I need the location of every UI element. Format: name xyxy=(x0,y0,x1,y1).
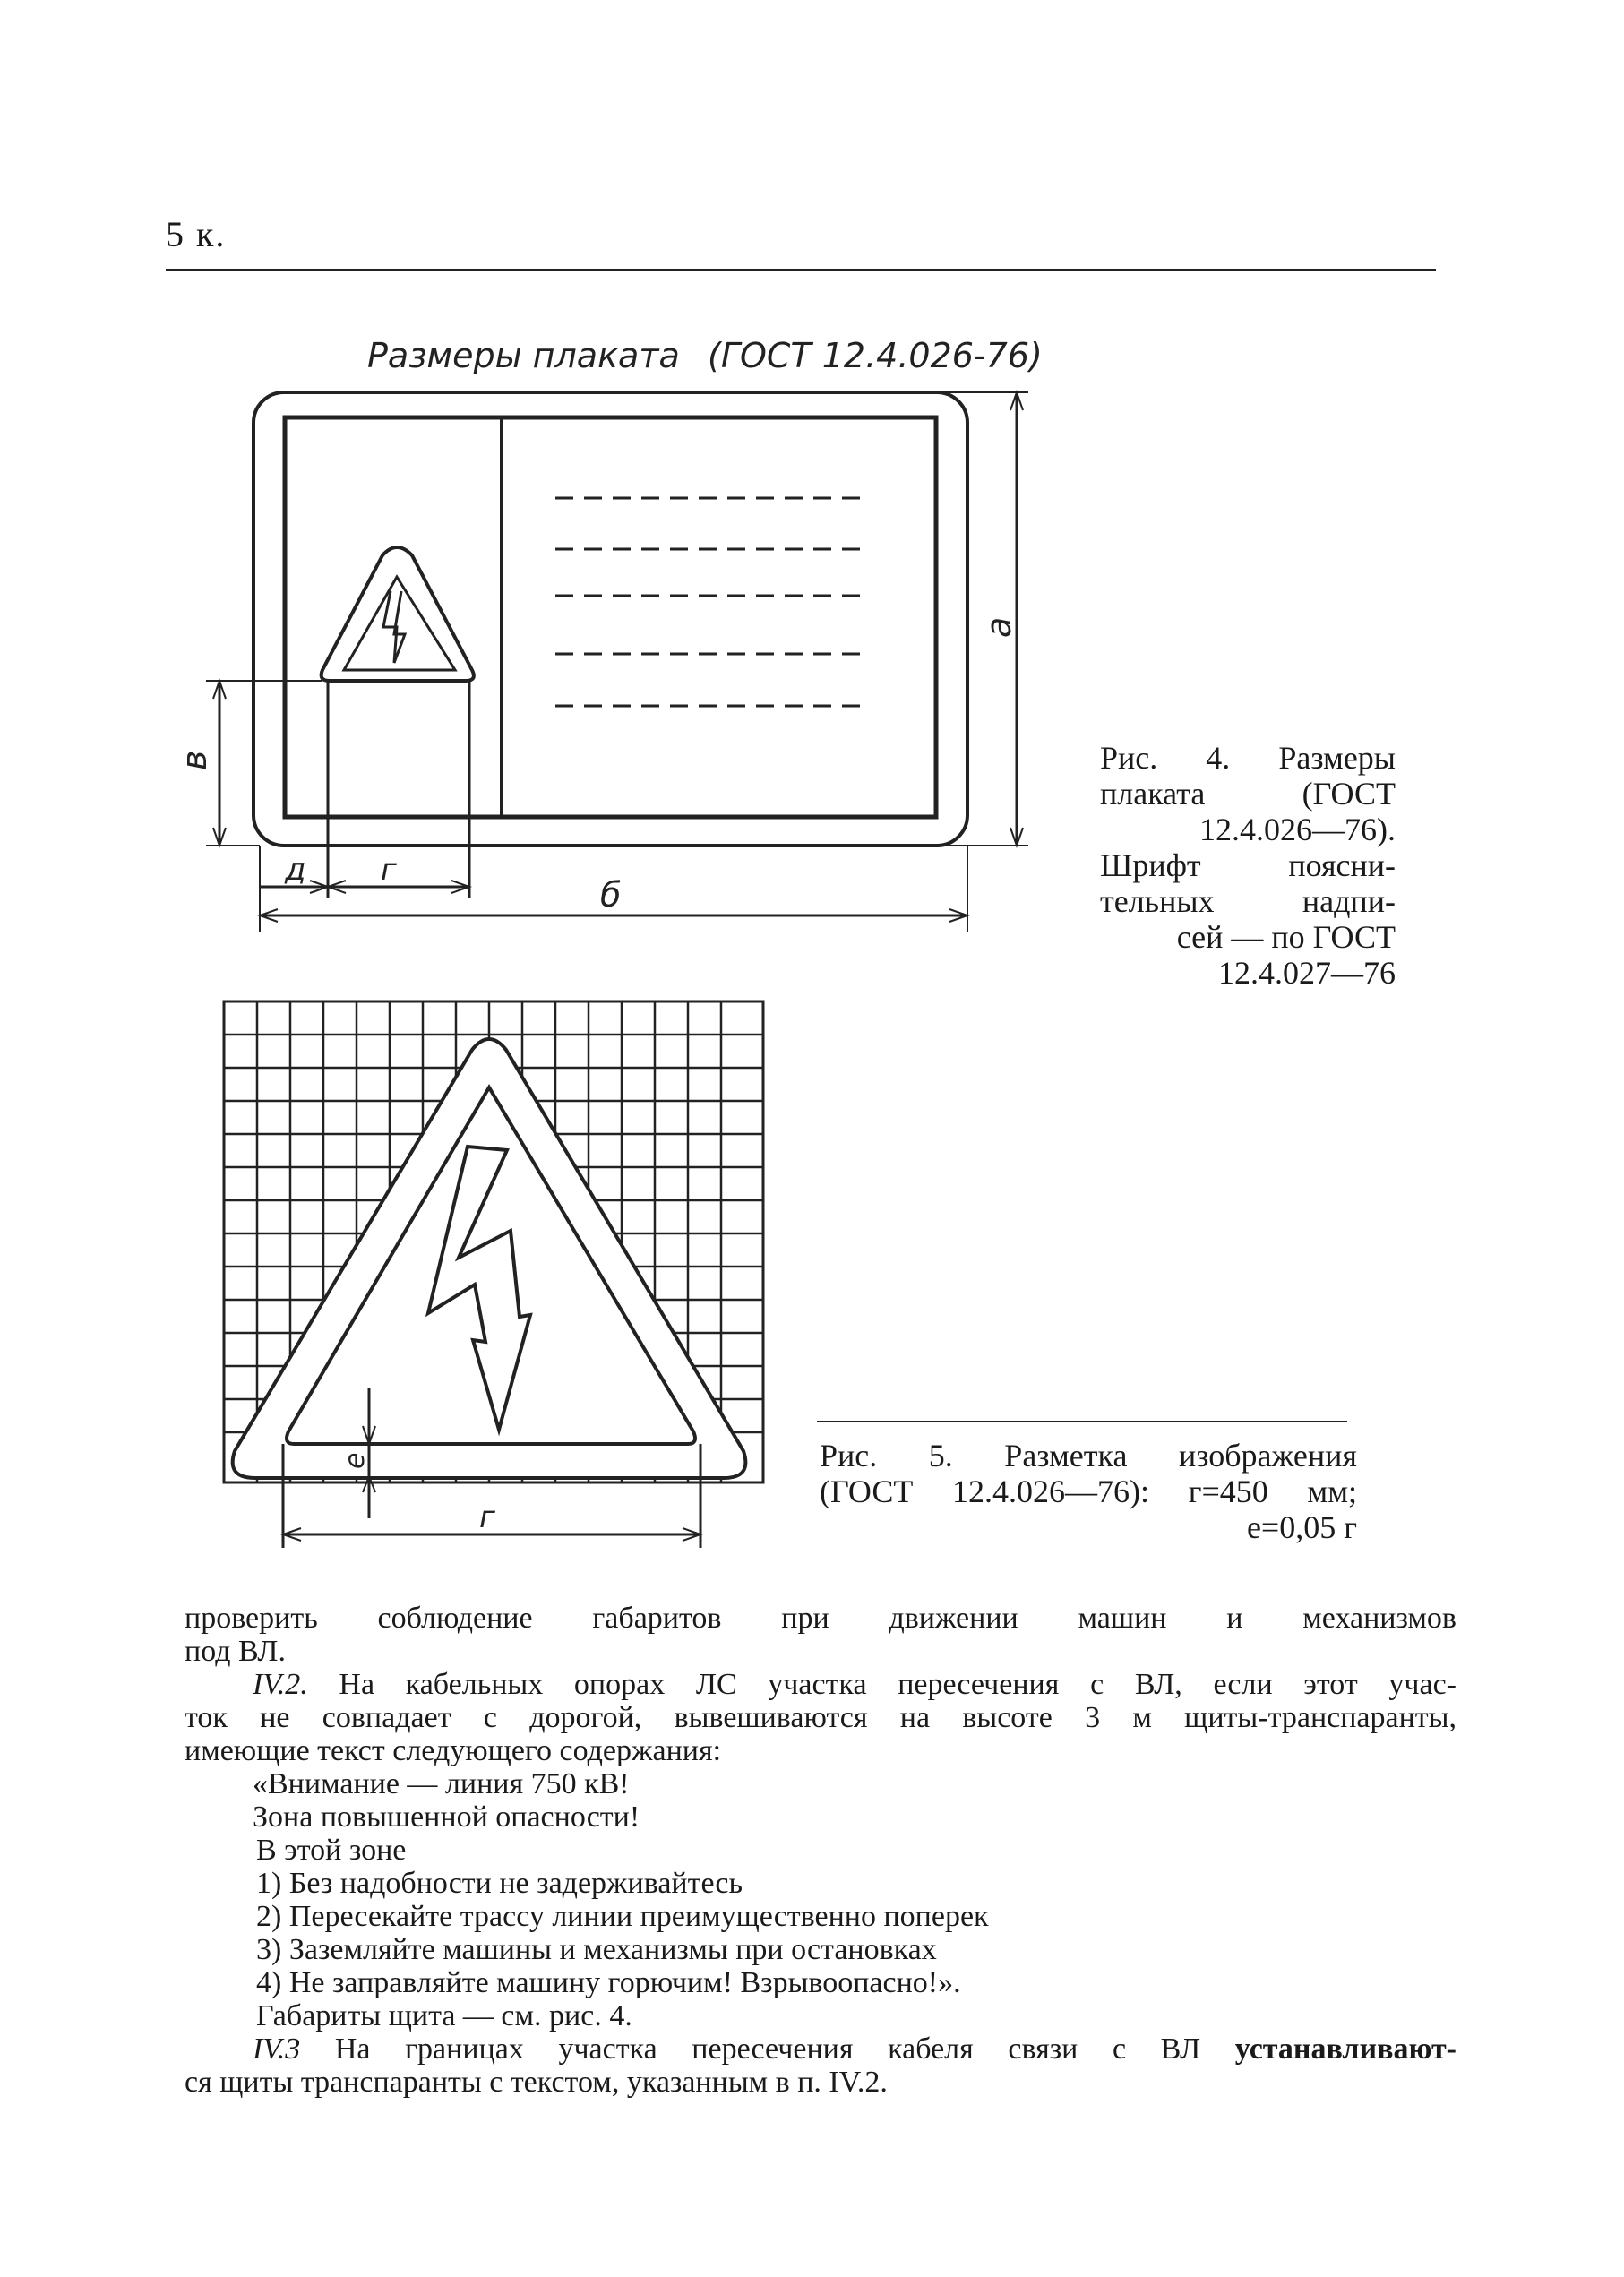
quote-line: 1) Без надобности не задерживайтесь xyxy=(256,1867,743,1900)
quote-line: «Внимание — линия 750 кВ! xyxy=(253,1767,630,1800)
body-bold-text: устанавливают- xyxy=(1234,2032,1456,2066)
section-label: IV.3 xyxy=(253,2032,301,2066)
fig5-caption-line: (ГОСТ 12.4.026—76): г=450 мм; xyxy=(820,1474,1357,1509)
fig4-caption-line: тельных надпи- xyxy=(1100,883,1396,919)
page-number: 5 к. xyxy=(166,214,227,254)
fig4-poster-outer-frame xyxy=(253,392,967,846)
fig4-caption-line: плаката (ГОСТ xyxy=(1100,776,1396,812)
fig4-handwritten-title: Размеры плаката xyxy=(367,336,680,375)
body-line: имеющие текст следующего содержания: xyxy=(185,1734,722,1767)
body-paragraph-iv2 xyxy=(185,1668,1456,1701)
fig5-caption-rule xyxy=(817,1421,1347,1422)
fig4-caption-line: Рис. 4. Размеры xyxy=(1100,740,1396,776)
fig4-caption-line: 12.4.026—76). xyxy=(1199,812,1396,847)
fig4-warning-triangle-inner xyxy=(344,577,455,670)
body-line: под ВЛ. xyxy=(185,1635,286,1668)
fig5-caption-line: Рис. 5. Разметка изображения xyxy=(820,1438,1357,1474)
body-line: проверить соблюдение габаритов при движении машин и механизмов xyxy=(185,1602,1456,1635)
body-line: ся щиты транспаранты с текстом, указанным в п. IV.2. xyxy=(185,2066,888,2099)
quote-line: 2) Пересекайте трассу линии преимущественно поперек xyxy=(256,1900,989,1933)
body-line: Габариты щита — см. рис. 4. xyxy=(256,1999,632,2032)
quote-line: 4) Не заправляйте машину горючим! Взрывоопасно!». xyxy=(256,1966,961,1999)
fig5-caption xyxy=(820,1438,1357,1545)
fig4-caption-line: 12.4.027—76 xyxy=(1218,955,1396,991)
quote-line: 3) Заземляйте машины и механизмы при остановках xyxy=(256,1933,937,1966)
body-text xyxy=(185,1602,1456,2099)
fig5-dim-label-e: е xyxy=(339,1452,371,1469)
quote-line: В этой зоне xyxy=(256,1834,407,1867)
body-line: На границах участка пересечения кабеля связи с ВЛ xyxy=(300,2032,1235,2066)
fig4-lightning-icon xyxy=(383,591,405,663)
fig4-caption xyxy=(1100,740,1396,991)
fig4-caption-line: Шрифт поясни- xyxy=(1100,847,1396,883)
fig4-poster-drawing xyxy=(206,392,1028,932)
fig4-dim-label-a: а xyxy=(979,616,1018,638)
fig4-dim-label-d: д xyxy=(285,852,306,888)
fig4-dim-label-g: г xyxy=(381,852,397,888)
section-label: IV.2. xyxy=(253,1668,308,1701)
body-line: ток не совпадает с дорогой, вывешиваются на высоте 3 м щиты-транспаранты, xyxy=(185,1701,1456,1734)
fig4-dim-label-b: б xyxy=(600,875,622,915)
fig4-text-placeholder-lines xyxy=(555,498,860,706)
body-line: На кабельных опорах ЛС участка пересечения с ВЛ, если этот учас- xyxy=(307,1668,1456,1701)
fig4-handwritten-standard: (ГОСТ 12.4.026-76) xyxy=(708,336,1043,375)
fig4-poster-inner-frame xyxy=(285,417,936,817)
fig5-dim-label-g: г xyxy=(479,1499,495,1535)
fig5-warning-sign xyxy=(233,1039,746,1478)
body-paragraph-iv3 xyxy=(185,2032,1456,2066)
fig4-dim-label-v: в xyxy=(175,750,214,770)
fig5-caption-line: е=0,05 г xyxy=(1246,1509,1357,1545)
fig4-caption-line: сей — по ГОСТ xyxy=(1176,919,1396,955)
quote-line: Зона повышенной опасности! xyxy=(253,1800,640,1834)
